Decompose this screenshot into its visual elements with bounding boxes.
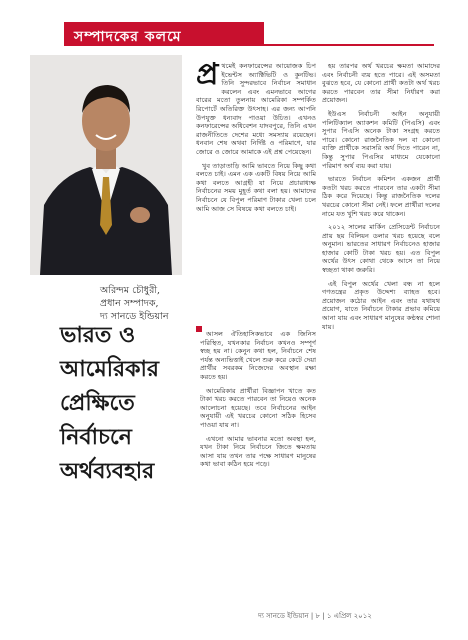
article-column-2 <box>322 62 440 602</box>
author-title: প্রধান সম্পাদক, <box>100 298 159 309</box>
article-paragraph: ইউএস নির্বাচনী আইন অনুযায়ী পলিটিক্যাল অ্যাকশন কমিটি (পিএসি) এবং সুপার পিএসি অনেক টাকা সংগ্রহ করতে পারে। কোনো রাজনৈতিক দল বা কোনো ব্যক্তি প্রার্থীকে সরাসরি অর্থ দিতে পারেন না, কিন্তু সুপার পিএসির মাধ্যমে যেকোনো পরিমাণ অর্থ ব্যয় করা যায়। <box>322 109 440 170</box>
article-paragraph: হয় তারপর অর্থ খরচের ক্ষমতা আমাদের এবং নির্বাচনী ব্যয় হতে পারে। এই অসমতা বুঝতে হবে, যে কোনো প্রার্থী কতটা অর্থ খরচ করতে পারবেন তার সীমা নির্ধারণ করা প্রয়োজন। <box>322 62 440 105</box>
author-name: অরিন্দম চৌধুরী, <box>100 285 161 296</box>
page-footer: দ্য সানডে ইন্ডিয়ান | ৮ | ১ এপ্রিল ২০১২ <box>258 612 372 620</box>
headline-line: ভারত ও <box>60 322 136 348</box>
section-banner: সম্পাদকের কলমে <box>64 22 264 46</box>
article-headline <box>60 318 188 488</box>
dropcap: প্র <box>196 62 219 92</box>
headline-line: নির্বাচনে <box>60 424 132 450</box>
article-paragraph: আমেরিকার প্রার্থীরা বিজ্ঞাপন খাতে কত টাকা খরচ করতে পারবেন তা নিয়েও অনেক আলোচনা হয়েছে। তবে নির্বাচনের আইন অনুযায়ী এই খরচের কোনো সঠিক হিসেব পাওয়া যায় না। <box>200 386 316 429</box>
article-column-1-bottom <box>200 330 316 600</box>
article-paragraph: ভারতে নির্বাচন কমিশন একজন প্রার্থী কতটা খরচ করতে পারবেন তার একটা সীমা ঠিক করে দিয়েছে। কিন্তু রাজনৈতিক দলের খরচের কোনো সীমা নেই। ফলে প্রার্থীরা দলের নামে যত খুশি খরচ করে থাকেন। <box>322 175 440 218</box>
article-paragraph: ২০১২ সালের মার্কিন প্রেসিডেন্ট নির্বাচনে প্রায় ছয় বিলিয়ন ডলার খরচ হয়েছে বলে অনুমান। ভারতের সাধারণ নির্বাচনেও হাজার হাজার কোটি টাকা খরচ হয়। এত বিপুল অর্থের উৎস কোথা থেকে আসে তা নিয়ে স্বচ্ছতা থাকা জরুরি। <box>322 223 440 275</box>
author-photo <box>30 55 182 275</box>
headline-line: অর্থব্যবহার <box>60 458 155 484</box>
article-paragraph: আসল ঐতিহাসিকভাবে এক জিনিস পরিস্থিত, যখনকার নির্বাচন কখনও সম্পূর্ণ স্বচ্ছ হয় না। কেনুন কথা হল, নির্বাচনে শেষ পর্যন্ত অন্যভিত্তাই খেলে শুরু করে কেটে দেয়া প্রার্থীর সবরকম নিজেদের অবস্থান রক্ষা করতে হয়। <box>200 330 316 381</box>
article-paragraph: এখনো আমার ভাবনার মতো অবস্থা হল, যখন টাকা নিয়ে নির্বাচনে জিতে ক্ষমতায় আসা যায় তখন তার পক্ষে সাধারণ মানুষের কথা ভাবা কঠিন হয়ে পড়ে। <box>200 434 316 469</box>
article-paragraph: এই বিপুল অর্থের খেলা বন্ধ না হলে গণতন্ত্রের প্রকৃত উদ্দেশ্য ব্যাহত হবে। প্রয়োজন কঠোর আইন এবং তার যথাযথ প্রয়োগ, যাতে নির্বাচনে টাকার প্রভাব কমিয়ে আনা যায় এবং সাধারণ মানুষের কণ্ঠস্বর শোনা যায়। <box>322 279 440 331</box>
headline-line: প্রেক্ষিতে <box>60 390 135 416</box>
article-column-1-top <box>196 62 316 318</box>
banner-rule <box>264 44 434 46</box>
article-paragraph: থমেই কনফারেন্সের আয়োজক চিপ ইভেন্টস অ্যাক্টিভিটি ও কুনটিভ। তিনি সুন্দরভাবে নির্বাচন সমাধান করলেন এবং এমনভাবে আগের বারের মতো তুলনায় আমেরিকা সম্পর্কিত রিপোর্টে অতিরিক্ত উৎসাহ। এর জন্য আপনি উপযুক্ত ধন্যবাদ পাওয়া উচিত। এখনও কনফারেন্সের অধিবেশন যাদবপুরে, তিনি এখন রাজনীতিতে দেশের মধ্যে সমস্যায় রয়েছেন। ধনবান শেষ অথবা নির্দিষ্ট ও পরিমাণে, যার জোরে ও জোরে আমাকে এই প্রশ্ন পেয়েছেন। <box>196 62 316 156</box>
author-publication: দ্য সানডে ইন্ডিয়ান <box>100 311 169 322</box>
article-paragraph: খুব তাড়াতাড়ি আমি ভাবতে নিয়ে কিছু কথা বলতে চাই। এমন এক একটি বিষয় নিয়ে আমি কথা বলতে আগ্রহী যা নিয়ে প্রচারাধ্যক্ষ নির্বাচনের সময় মুহূর্ত কথা বলা হয়। আমাদের নির্বাচনে যে বিপুল পরিমাণ টাকার খেলা চলে আমি আজ সে বিষয়ে কথা বলতে চাই। <box>196 161 316 213</box>
headline-line: আমেরিকার <box>60 356 159 382</box>
